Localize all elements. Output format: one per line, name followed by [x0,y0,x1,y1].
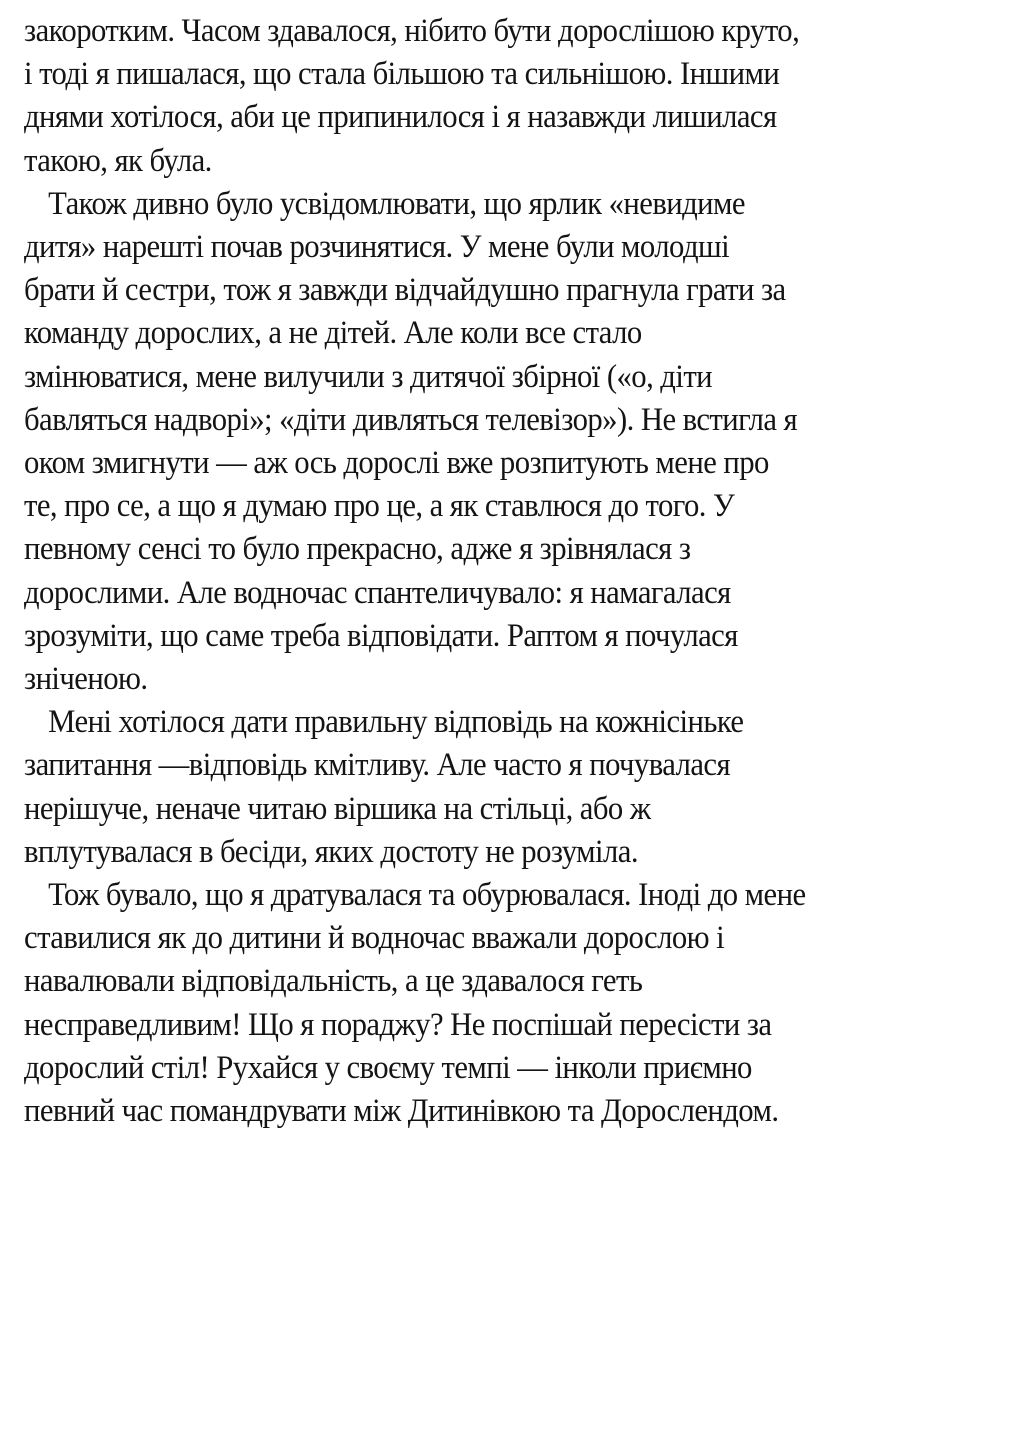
text-line: дитя» нарешті почав розчинятися. У мене були молодші [24,229,730,266]
text-line: Тож бувало, що я дратувалася та обурювалася. Іноді до мене [48,877,806,914]
text-line: запитання —відповідь кмітливу. Але часто я почувалася [24,747,731,784]
text-line: оком змигнути — аж ось дорослі вже розпитують мене про [24,445,769,482]
paragraph [24,701,954,874]
text-line: навалювали відповідальність, а це здавалося геть [24,963,643,1000]
text-line: вплутувалася в бесіди, яких достоту не розуміла. [24,833,638,870]
text-line: бавляться надворі»; «діти дивляться телевізор»). Не встигла я [24,401,798,438]
text-line: Також дивно було усвідомлювати, що ярлик «невидиме [48,185,745,222]
text-line: зрозуміти, що саме треба відповідати. Раптом я почулася [24,617,738,654]
text-line: брати й сестри, тож я завжди відчайдушно прагнула грати за [24,272,786,309]
text-line: несправедливим! Що я пораджу? Не поспішай пересісти за [24,1006,772,1043]
text-line: закоротким. Часом здавалося, нібито бути дорослішою круто, [24,13,800,49]
text-line: і тоді я пишалася, що стала більшою та сильнішою. Іншими [24,56,780,93]
text-line: Мені хотілося дати правильну відповідь на кожнісіньке [48,704,744,741]
paragraph [24,10,954,183]
text-line: зніченою. [24,661,148,698]
paragraph [24,874,954,1133]
text-line: дорослий стіл! Рухайся у своєму темпі — інколи приємно [24,1049,752,1086]
text-line: певному сенсі то було прекрасно, адже я зрівнялася з [24,531,691,568]
text-line: ставилися як до дитини й водночас вважали дорослою і [24,920,725,957]
text-line: днями хотілося, аби це припинилося і я назавжди лишилася [24,99,777,136]
text-line: те, про се, а що я думаю про це, а як ставлюся до того. У [24,488,735,525]
text-line: змінюватися, мене вилучили з дитячої збірної («о, діти [24,358,713,395]
text-line: нерішуче, неначе читаю віршика на стільці, або ж [24,790,651,827]
text-line: команду дорослих, а не дітей. Але коли все стало [24,315,642,352]
text-line: такою, як була. [24,142,212,179]
text-line: певний час помандрувати між Дитинівкою та Дорослендом. [24,1093,779,1130]
paragraph [24,183,954,701]
text-line: дорослими. Але водночас спантеличувало: я намагалася [24,574,731,611]
document-page [24,10,954,1133]
